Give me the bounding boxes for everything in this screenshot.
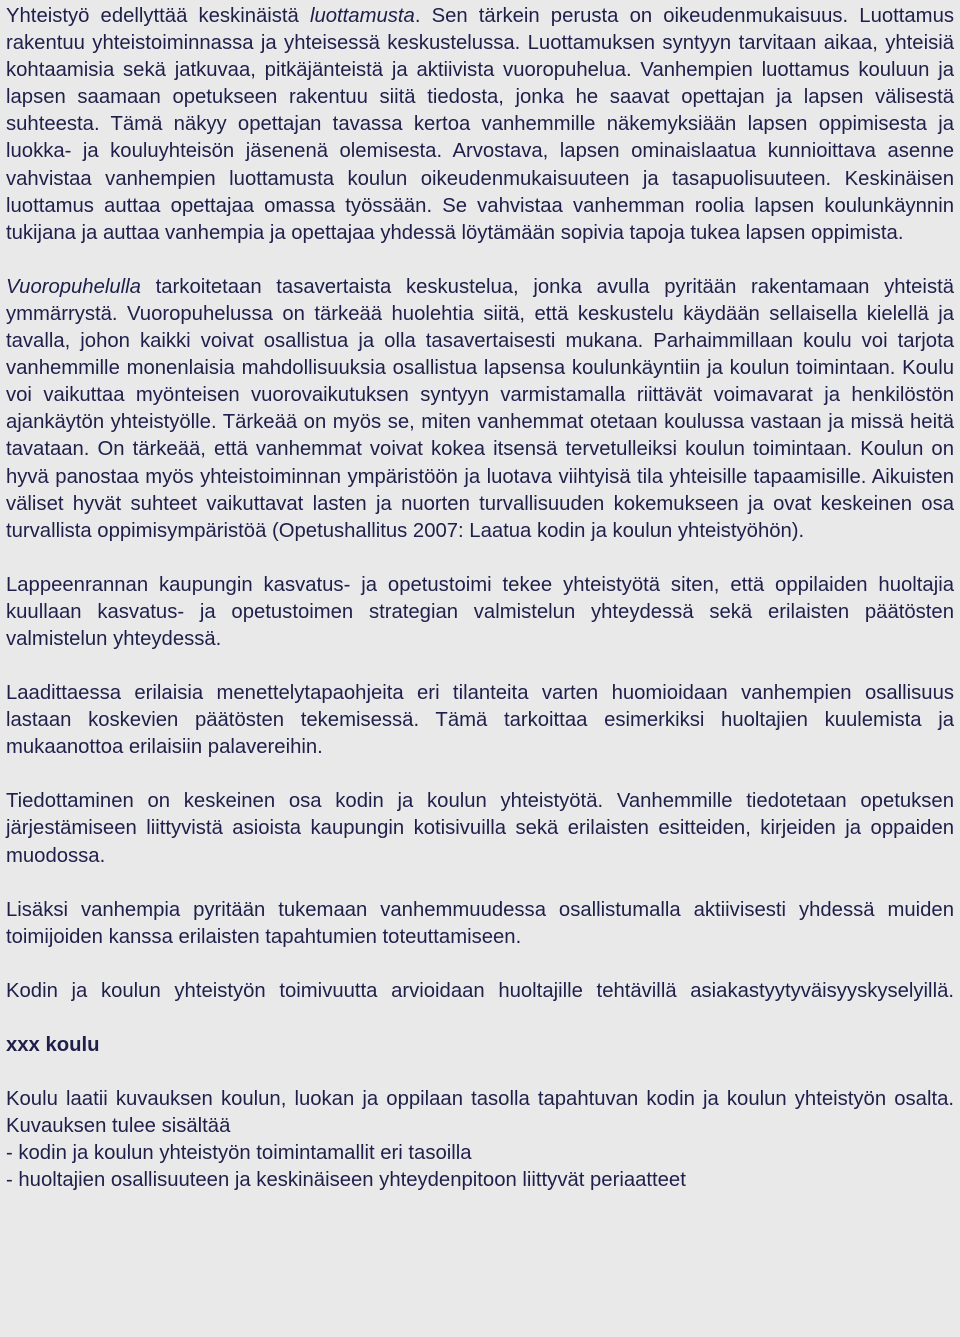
- paragraph-trust-lead: Yhteistyö edellyttää keskinäistä: [6, 5, 310, 27]
- paragraph-guidelines: Laadittaessa erilaisia menettelytapaohjeita eri tilanteita varten huomioidaan vanhempien osallisuus lastaan koskevien päätösten tekemisessä. Tämä tarkoittaa esimerkiksi huoltajien kuulemista ja mukaanottoa erilaisiin palavereihin.: [6, 682, 954, 759]
- paragraph-dialogue-body: tarkoitetaan tasavertaista keskustelua, jonka avulla pyritään rakentamaan yhteistä ymmärrystä. Vuoropuhelussa on tärkeää huolehtia siitä, että keskustelu käydään sellaisella kielellä ja tavalla, johon kaikki voivat osallistua ja olla tasavertaisesti mukana. Parhaimmillaan koulu voi tarjota vanhemmille monenlaisia mahdollisuuksia osallistua lapsensa koulunkäyntiin ja koulun toimintaan. Koulu voi vaikuttaa myönteisen vuorovaikutuksen syntyyn varmistamalla riittävät voimavarat ja henkilöstön ajankäytön yhteistyölle. Tärkeää on myös se, miten vanhemmat otetaan koulussa vastaan ja missä heitä tavataan. On tärkeää, että vanhemmat voivat kokea itsensä tervetulleiksi koulun toimintaan. Koulun on hyvä panostaa myös yhteistoiminnan ympäristöön ja luotava viihtyisä tila yhteisille tapaamisille. Aikuisten väliset hyvät suhteet vaikuttavat lasten ja nuorten turvallisuuden kokemukseen ja ovat keskeinen osa turvallista oppimisympäristöä (Opetushallitus 2007: Laatua kodin ja koulun yhteistyöhön).: [6, 275, 954, 542]
- paragraph-parenting-support: Lisäksi vanhempia pyritään tukemaan vanhemmuudessa osallistumalla aktiivisesti yhdessä muiden toimijoiden kanssa erilaisten tapahtumien toteuttamiseen.: [6, 898, 954, 948]
- list-item: - huoltajien osallisuuteen ja keskinäiseen yhteydenpitoon liittyvät periaatteet: [6, 1169, 686, 1192]
- paragraph-school-description: [6, 1086, 954, 1194]
- term-trust: luottamusta: [309, 5, 415, 27]
- school-description-text: Koulu laatii kuvauksen koulun, luokan ja oppilaan tasolla tapahtuvan kodin ja koulun yhteistyön osalta. Kuvauksen tulee sisältää: [6, 1088, 954, 1138]
- paragraph-evaluation: Kodin ja koulun yhteistyön toimivuutta arvioidaan huoltajille tehtävillä asiakastyytyväisyyskyselyillä.: [6, 979, 954, 1002]
- list-item: - kodin ja koulun yhteistyön toimintamallit eri tasoilla: [6, 1142, 472, 1165]
- paragraph-trust: [6, 3, 954, 247]
- paragraph-dialogue: [6, 274, 954, 545]
- section-heading: xxx koulu: [6, 1033, 100, 1056]
- paragraph-city-cooperation: Lappeenrannan kaupungin kasvatus- ja opetustoimi tekee yhteistyötä siten, että oppilaiden huoltajia kuullaan kasvatus- ja opetustoimen strategian valmistelun yhteydessä sekä erilaisten päätösten valmistelun yhteydessä.: [6, 573, 954, 650]
- term-dialogue: Vuoropuhelulla: [6, 275, 141, 298]
- paragraph-communication: Tiedottaminen on keskeinen osa kodin ja koulun yhteistyötä. Vanhemmille tiedotetaan opetuksen järjestämiseen liittyvistä asioista kaupungin kotisivuilla sekä erilaisten esitteiden, kirjeiden ja oppaiden muodossa.: [6, 790, 954, 867]
- paragraph-trust-body: . Sen tärkein perusta on oikeudenmukaisuus. Luottamus rakentuu yhteistoiminnassa ja yhteisessä keskustelussa. Luottamuksen syntyyn tarvitaan aikaa, yhteisiä kohtaamisia sekä jatkuvaa, pitkäjänteistä ja aktiivista vuoropuhelua. Vanhempien luottamus kouluun ja lapsen saamaan opetukseen rakentuu siitä tiedosta, jonka he saavat opettajan ja lapsen välisestä suhteesta. Tämä näkyy opettajan tavassa kertoa vanhemmille näkemyksiään lapsen oppimisesta ja luokka- ja kouluyhteisön jäsenenä olemisesta. Arvostava, lapsen ominaislaatua kunnioittava asenne vahvistaa vanhempien luottamusta koulun oikeudenmukaisuuteen ja tasapuolisuuteen. Keskinäisen luottamus auttaa opettajaa omassa työssään. Se vahvistaa vanhemman roolia lapsen koulunkäynnin tukijana ja auttaa vanhempia ja opettajaa yhdessä löytämään sopivia tapoja tukea lapsen oppimista.: [6, 5, 954, 244]
